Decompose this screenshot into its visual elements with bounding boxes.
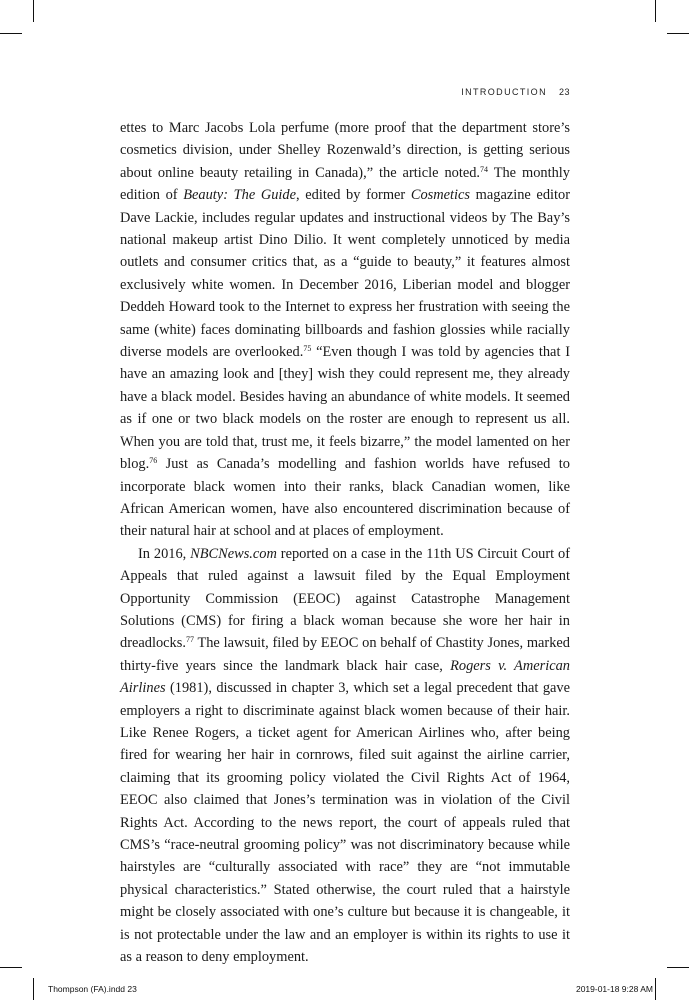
crop-mark-bottom-left [33, 978, 34, 1000]
crop-mark-top-left [33, 0, 34, 22]
running-head [120, 87, 570, 97]
crop-mark-bottom-left-h [0, 967, 22, 968]
text-run: The monthly edition of [120, 164, 570, 204]
text-run: magazine editor Dave Lackie, includes regular updates and instructional videos by The Bay’s national makeup artist Dino Dilio. It went completely unnoticed by media outlets and consumer critics that, as a “guide to beauty,” it features almost exclusively white women. In December 2016, Liberian model and blogger Deddeh Howard took to the Internet to express her frustration with seeing the same (white) faces dominating billboards and fashion glossies while racially diverse models are overlooked. [120, 187, 570, 361]
paragraph-1 [120, 117, 570, 543]
crop-mark-bottom-right-h [667, 967, 689, 968]
italic-nbcnews: NBCNews.com [190, 545, 277, 562]
text-run: Just as Canada’s modelling and fashion worlds have refused to incorporate black women into their ranks, black Canadian women, like African American women, have also encountered discrimination because of their natural hair at school and at places of employment. [120, 456, 570, 540]
text-run: The lawsuit, filed by EEOC on behalf of Chastity Jones, marked thirty-five years since the landmark black hair case, [120, 635, 570, 674]
crop-mark-top-right [655, 0, 656, 22]
text-run: “Even though I was told by agencies that I have an amazing look and [they] wish they could represent me, they already have a black model. Besides having an abundance of white models. It seemed as if one or two black models on the roster are enough to represent us all. When you are told that, trust me, it feels bizarre,” the model lamented on her blog. [120, 344, 570, 473]
running-head-section: INTRODUCTION [461, 87, 547, 97]
italic-title-beauty-the-guide: Beauty: The Guide [183, 187, 297, 204]
slug-file-name: Thompson (FA).indd 23 [48, 984, 137, 994]
crop-mark-bottom-right [655, 978, 656, 1000]
footnote-ref-76: 76 [149, 456, 158, 466]
body-text [120, 117, 570, 968]
text-run: (1981), discussed in chapter 3, which set a legal precedent that gave employers a right to discriminate against black women because of their hair. Like Renee Rogers, a ticket agent for American Airlines who, after being fired for wearing her hair in cornrows, filed suit against the airline carrier, claiming that its grooming policy violated the Civil Rights Act of 1964, EEOC also claimed that Jones’s termination was in violation of the Civil Rights Act. According to the news report, the court of appeals ruled that CMS’s “race-neutral grooming policy” was not discriminatory because while hairstyles are “culturally associated with race” they are “not immutable physical characteristics.” Stated otherwise, the court ruled that a hairstyle might be closely associated with one’s culture but because it is changeable, it is not protectable under the law and an employer is within its rights to use it as a reason to deny employment. [120, 680, 570, 966]
crop-mark-top-right-h [667, 33, 689, 34]
slug-timestamp: 2019-01-18 9:28 AM [575, 984, 653, 994]
text-run: In 2016, [138, 545, 191, 562]
footnote-ref-77: 77 [185, 635, 194, 645]
paragraph-2 [120, 543, 570, 969]
italic-case-rogers-v-american-airlines: Rogers v. American Airlines [120, 657, 570, 697]
crop-mark-top-left-h [0, 33, 22, 34]
text-run: reported on a case in the 11th US Circuit Court of Appeals that ruled against a lawsuit filed by the Equal Employment Opportunity Commission (EEOC) against Catastrophe Management Solutions (CMS) for firing a black woman because she wore her hair in dreadlocks. [120, 545, 571, 652]
footnote-ref-74: 74 [480, 164, 489, 174]
italic-title-cosmetics: Cosmetics [410, 187, 471, 204]
text-run: , edited by former [296, 187, 411, 204]
footnote-ref-75: 75 [303, 344, 312, 354]
page-number: 23 [558, 87, 570, 97]
text-run: ettes to Marc Jacobs Lola perfume (more proof that the department store’s cosmetics division, under Shelley Rozenwald’s direction, is getting serious about online beauty retailing in Canada),” the article noted. [120, 120, 570, 181]
